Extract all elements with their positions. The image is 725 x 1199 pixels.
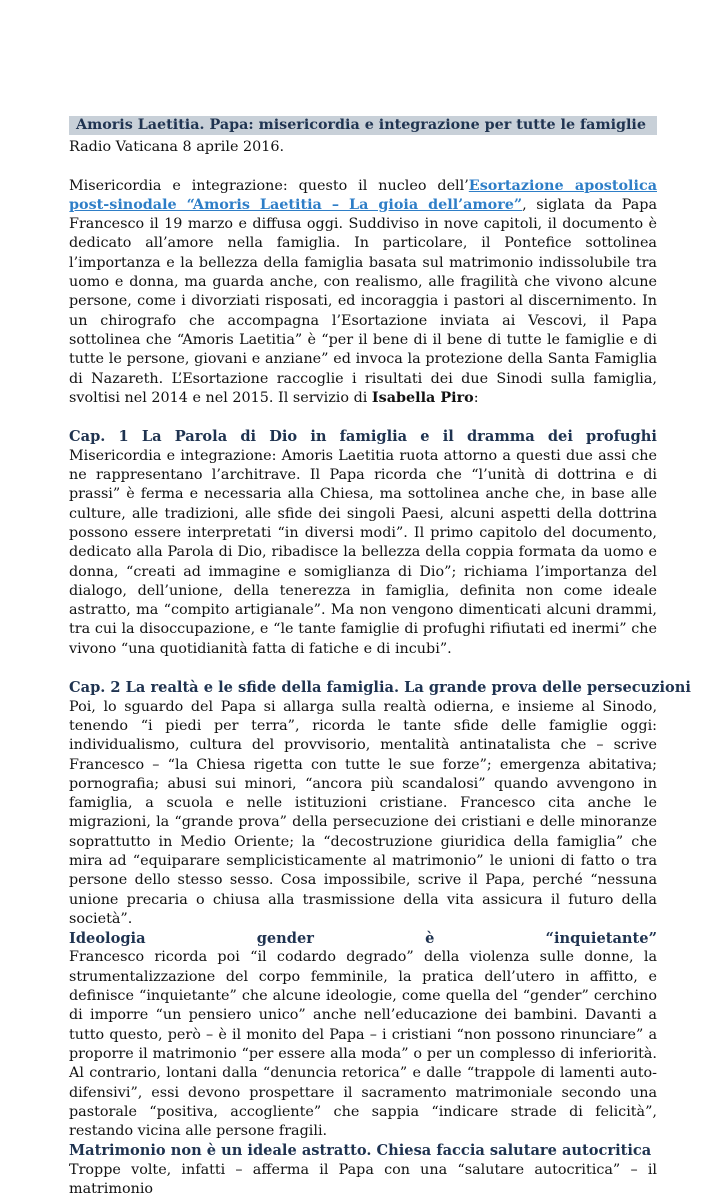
source-line: Radio Vaticana 8 aprile 2016. (69, 139, 285, 155)
heading-word: Dio (269, 428, 298, 446)
heading-word: è (425, 930, 435, 948)
heading-word: La (141, 428, 162, 446)
intro-text-after: , siglata da Papa Francesco il 19 marzo e diffusa oggi. Suddiviso in nove capitoli, il documento è dedicato all’amore nella famiglia. In particolare, il Pontefice sottolinea l’importanza e la bellezza della famiglia basata sul matrimonio indissolubile tra uomo e donna, ma guarda anche, con realismo, alle fragilità che vivono alcune persone, come i divorziati risposati, ed incoraggia i pastori al discernimento. In un chirografo che accompagna l’Esortazione inviata ai Vescovi, il Papa sottolinea che “Amoris Laetitia” è “per il bene di il bene di tutte le famiglie e di tutte le persone, giovani e anziane” ed invoca la protezione della Santa Famiglia di Nazareth. L’Esortazione raccoglie i risultati dei due Sinodi sulla famiglia, svoltisi nel 2014 e nel 2015. Il servizio di (69, 196, 657, 406)
heading-word: Parola (174, 428, 228, 446)
heading-word: “inquietante” (545, 930, 657, 948)
heading-word: famiglia (339, 428, 408, 446)
section-2-body: Poi, lo sguardo del Papa si allarga sulla realtà odierna, e insieme al Sinodo, tenendo “i piedi per terra”, ricorda le tante sfide delle famiglie oggi: individualismo, cultura del provvisorio, mentalità antinatalista che – scrive Francesco – “la Chiesa rigetta con tutte le sue forze”; emergenza abitativa; pornografia; abusi sui minori, “ancora più scandalosi” quando avvengono in famiglia, a scuola e nelle istituzioni cristiane. Francesco cita anche le migrazioni, la “grande prova” della persecuzione dei cristiani e delle minoranze soprattutto in Medio Oriente; la “decostruzione giuridica della famiglia” che mira ad “equiparare semplicisticamente al matrimonio” le unioni di fatto o tra persone dello stesso sesso. Cosa impossibile, scrive il Papa, perché “nessuna unione precaria o chiusa alla trasmissione della vita assicura il futuro della società”. (69, 698, 657, 927)
heading-word: dramma (466, 428, 535, 446)
heading-word: il (442, 428, 454, 446)
document-page (69, 116, 691, 1199)
section-3-body: Francesco ricorda poi “il codardo degrado” della violenza sulle donne, la strumentalizzazione del corpo femminile, la pratica dell’utero in affitto, e definisce “inquietante” che alcune ideologie, come quella del “gender” cerchino di imporre “un pensiero unico” anche nell’educazione dei bambini. Davanti a tutto questo, però – è il monito del Papa – i cristiani “non possono rinunciare” a proporre il matrimonio “per essere alla moda” o per un complesso di inferiorità. Al contrario, lontani dalla “denuncia retorica” e dalle “trappole di lamenti auto-difensivi”, essi devono prospettare il sacramento matrimoniale secondo una pastorale “positiva, accogliente” che sappia “indicare strade di felicità”, restando vicina alle persone fragili. (69, 949, 657, 1140)
intro-paragraph (69, 177, 657, 409)
heading-word: Cap. (69, 428, 106, 446)
intro-text-end: : (473, 389, 479, 406)
section-1-body: Misericordia e integrazione: Amoris Laetitia ruota attorno a questi due assi che ne rappresentano l’architrave. Il Papa ricorda che “l’unità di dottrina e di prassi” è ferma e necessaria alla Chiesa, ma sottolinea anche che, in base alle culture, alle tradizioni, alle sfide dei singoli Paesi, alcuni aspetti della dottrina possono essere interpretati “in diversi modi”. Il primo capitolo del documento, dedicato alla Parola di Dio, ribadisce la bellezza della coppia formata da uomo e donna, “creati ad immagine e somiglianza di Dio”; richiama l’importanza del dialogo, dell’unione, della tenerezza in famiglia, definita non come ideale astratto, ma “compito artigianale”. Ma non vengono dimenticati alcuni drammi, tra cui la disoccupazione, e “le tante famiglie di profughi rifiutati ed inermi” che vivono “una quotidianità fatta di fatiche e di incubi”. (69, 447, 657, 657)
heading-word: profughi (586, 428, 657, 446)
section-4-heading: Matrimonio non è un ideale astratto. Chiesa faccia salutare autocritica (69, 1142, 652, 1160)
heading-word: dei (547, 428, 573, 446)
section-4-body: Troppe volte, infatti – afferma il Papa con una “salutare autocritica” – il matrimonio (69, 1161, 657, 1198)
heading-word: Ideologia (69, 930, 146, 948)
heading-word: e (420, 428, 430, 446)
section-3-heading (69, 929, 657, 948)
heading-word: 1 (118, 428, 129, 446)
heading-word: di (240, 428, 257, 446)
author-name: Isabella Piro (371, 389, 474, 406)
section-2-heading: Cap. 2 La realtà e le sfide della famiglia. La grande prova delle persecuzioni (69, 679, 691, 697)
heading-word: gender (256, 930, 314, 948)
article-title: Amoris Laetitia. Papa: misericordia e integrazione per tutte le famiglie (69, 116, 657, 135)
intro-text-before: Misericordia e integrazione: questo il nucleo dell’ (69, 177, 469, 194)
exhortation-link[interactable]: Esortazione apostolica post-sinodale “Amoris Laetitia – La gioia dell’amore” (69, 177, 657, 213)
heading-word: in (310, 428, 327, 446)
section-1-heading (69, 427, 657, 446)
